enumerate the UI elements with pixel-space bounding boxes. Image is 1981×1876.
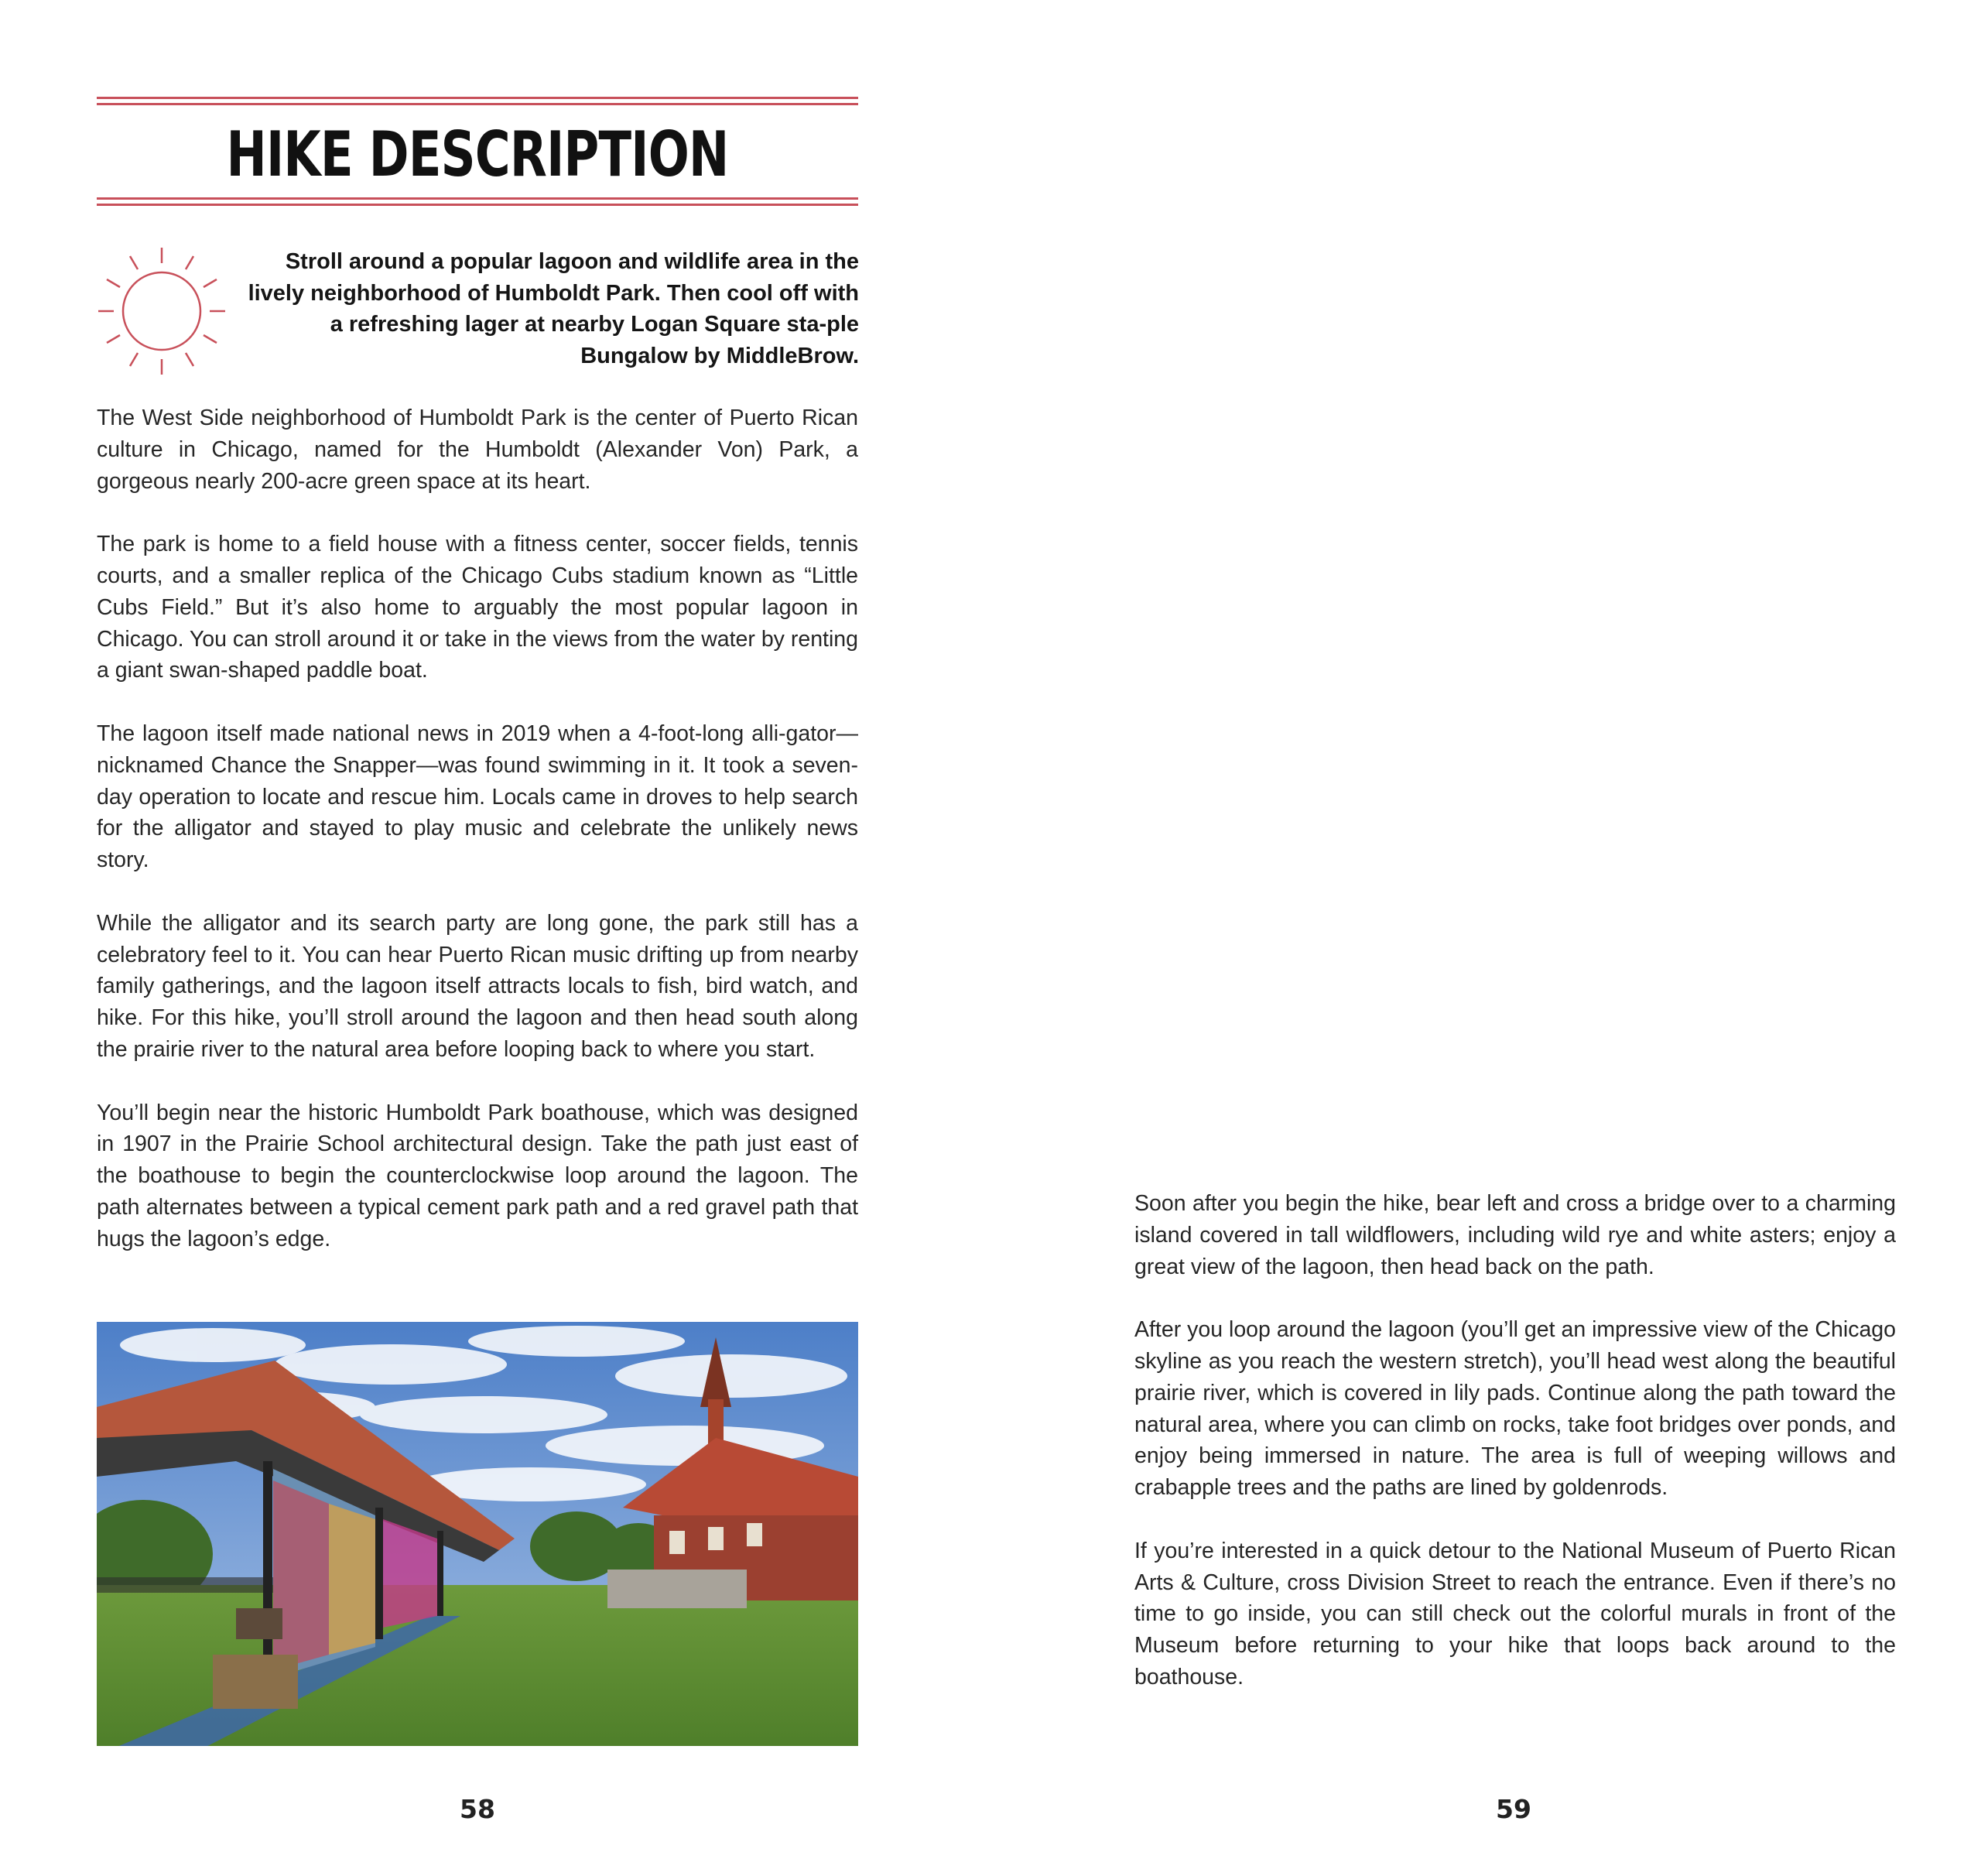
page-number: 58 (460, 1794, 495, 1824)
boathouse-photo (97, 1322, 858, 1746)
paragraph: The lagoon itself made national news in 2019 when a 4-foot-long alli-gator—nicknamed Chance the Snapper—was found swimming in it. It took a seven-day operation to locate and rescue him. Locals came in droves to help search for the alligator and stayed to play music and celebrate the unlikely news story. (97, 721, 858, 873)
paragraph: After you loop around the lagoon (you’ll get an impressive view of the Chicago skyline as you reach the western stretch), you’ll head west along the beautiful prairie river, which is covered in lily pads. Continue along the path toward the natural area, where you can climb on rocks, take foot bridges over ponds, and enjoy being immersed in nature. The area is full of weeping willows and crabapple trees and the paths are lined by goldenrods. (1134, 1317, 1896, 1501)
paragraph: The park is home to a field house with a fitness center, soccer fields, tennis courts, and a smaller replica of the Chicago Cubs stadium known as “Little Cubs Field.” But it’s also home to arguably the most popular lagoon in Chicago. You can stroll around it or take in the views from the water by renting a giant swan-shaped paddle boat. (97, 532, 858, 683)
right-page (990, 0, 1981, 1876)
paragraph: The West Side neighborhood of Humboldt Park is the center of Puerto Rican culture in Chicago, named for the Humboldt (Alexander Von) Park, a gorgeous nearly 200-acre green space at its heart. (97, 406, 858, 494)
left-body-text (97, 402, 858, 1255)
paragraph: If you’re interested in a quick detour to the National Museum of Puerto Rican Arts & Culture, cross Division Street to reach the entrance. Even if there’s no time to go inside, you can still check out the colorful murals in front of the Museum before returning to your hike that loops back around to the boathouse. (1134, 1538, 1896, 1689)
paragraph: Soon after you begin the hike, bear left and cross a bridge over to a charming island covered in tall wildflowers, including wild rye and white asters; enjoy a great view of the lagoon, then head back on the path. (1134, 1191, 1896, 1279)
heading-rule-top (97, 97, 858, 105)
page-title: HIKE DESCRIPTION (226, 118, 729, 190)
right-body-text (1134, 1188, 1896, 1693)
page-number: 59 (1496, 1794, 1531, 1824)
intro-summary: Stroll around a popular lagoon and wildlife area in the lively neighborhood of Humboldt Park. Then cool off with a refreshing lager at nearby Logan Square sta-ple Bungalow by MiddleBrow. (248, 249, 859, 368)
sun-icon (97, 246, 227, 376)
paragraph: You’ll begin near the historic Humboldt Park boathouse, which was designed in 1907 in the Prairie School architectural design. Take the path just east of the boathouse to begin the counterclockwise loop around the lagoon. The path alternates between a typical cement park path and a red gravel path that hugs the lagoon’s edge. (97, 1100, 858, 1251)
paragraph: While the alligator and its search party are long gone, the park still has a celebratory feel to it. You can hear Puerto Rican music drifting up from nearby family gatherings, and the lagoon itself attracts locals to fish, bird watch, and hike. For this hike, you’ll stroll around the lagoon and then head south along the prairie river to the natural area before looping back to where you start. (97, 910, 858, 1062)
heading-rule-bottom (97, 197, 858, 206)
left-page (0, 0, 990, 1876)
